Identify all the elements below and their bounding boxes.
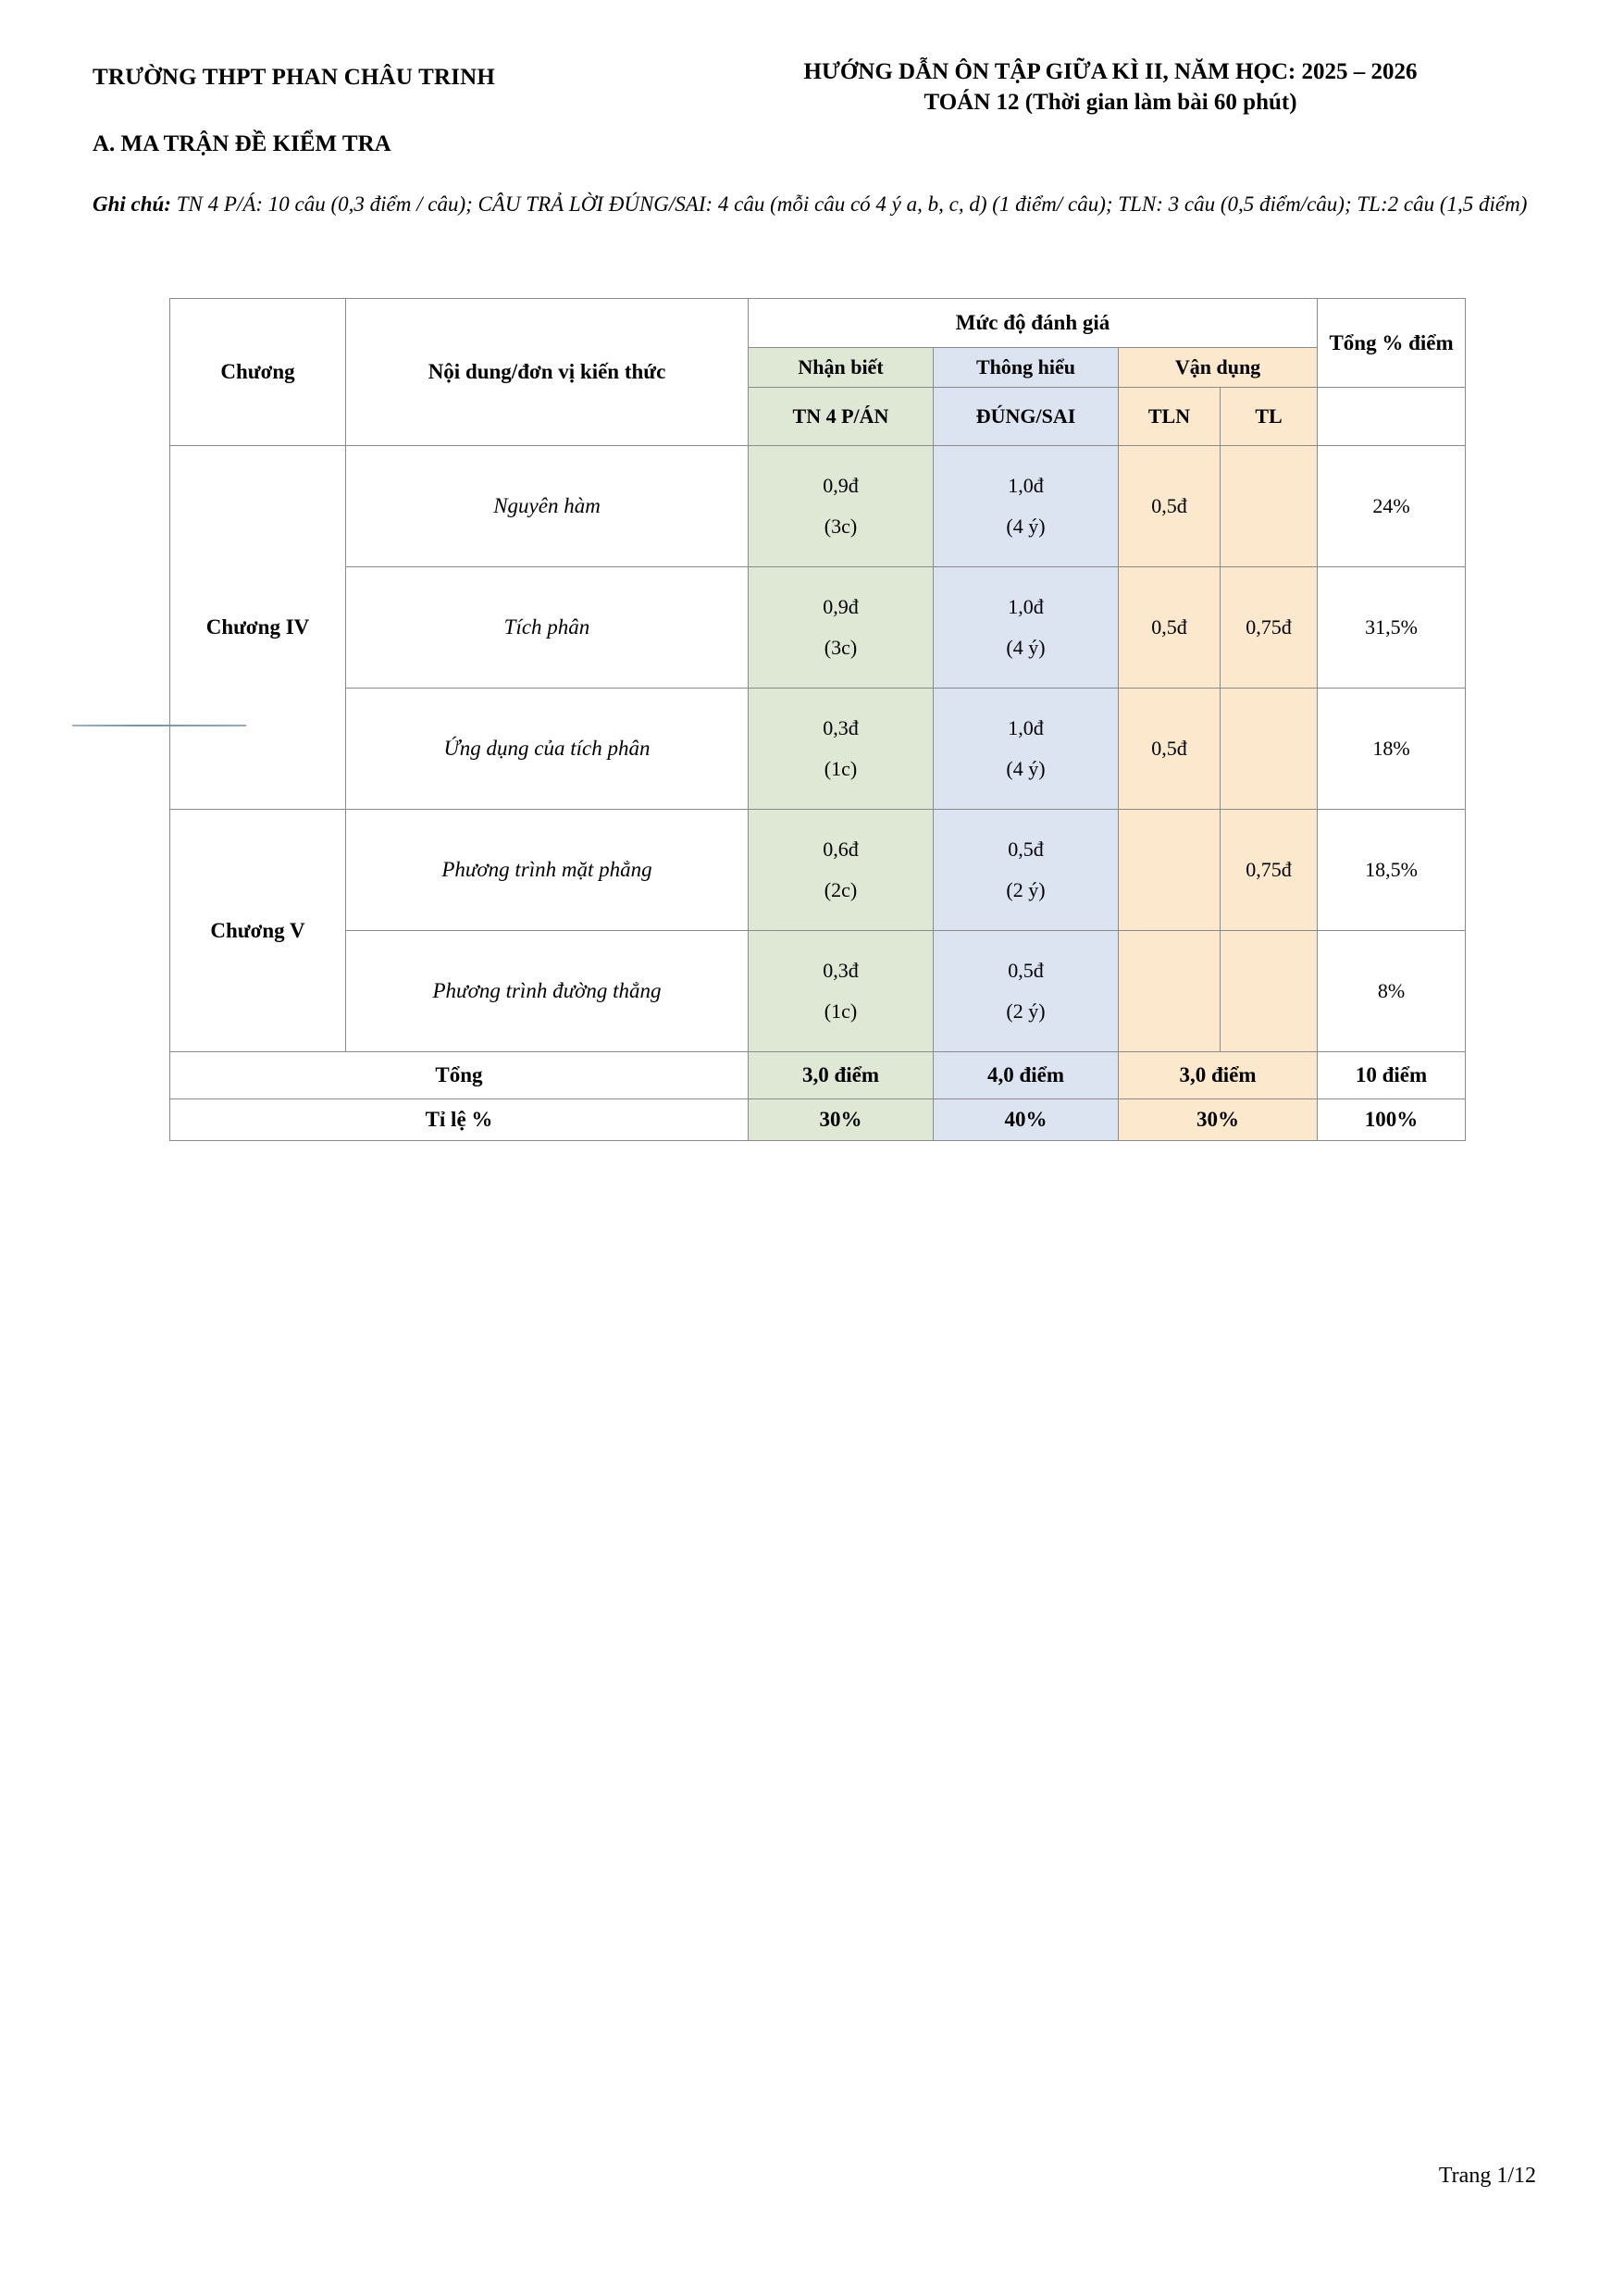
row-ds-cell bbox=[934, 931, 1119, 1052]
row-ds-score: 1,0đ bbox=[1008, 473, 1044, 497]
table-row bbox=[170, 567, 1466, 689]
row-tn-score: 0,3đ bbox=[823, 715, 859, 739]
row-tn-cell bbox=[749, 810, 934, 931]
header-tl: TL bbox=[1221, 388, 1318, 446]
row-chuong-iv: Chương IV bbox=[170, 446, 346, 810]
row-ds-cell bbox=[934, 810, 1119, 931]
header-tong-phan-tram-diem: Tổng % điểm bbox=[1318, 299, 1466, 388]
row-total-percent: 18,5% bbox=[1318, 810, 1466, 931]
document-title-line-1: HƯỚNG DẪN ÔN TẬP GIỮA KÌ II, NĂM HỌC: 2025 – 2026 bbox=[803, 59, 1418, 84]
row-ds-cell bbox=[934, 446, 1119, 567]
row-ds-cell bbox=[934, 689, 1119, 810]
row-tln-score: 0,5đ bbox=[1119, 567, 1221, 689]
header-tln: TLN bbox=[1119, 388, 1221, 446]
row-tn-count: (3c) bbox=[824, 636, 858, 659]
table-row bbox=[170, 689, 1466, 810]
row-tln-score bbox=[1119, 931, 1221, 1052]
total-ds: 4,0 điểm bbox=[934, 1052, 1119, 1099]
note-text: TN 4 P/Á: 10 câu (0,3 điểm / câu); CÂU TRẢ LỜI ĐÚNG/SAI: 4 câu (mỗi câu có 4 ý a, b, c, d) (1 điểm/ câu); TLN: 3 câu (0,5 điểm/câu); TL:2 câu (1,5 điểm) bbox=[171, 192, 1528, 216]
row-chuong-v: Chương V bbox=[170, 810, 346, 1052]
document-title-line-2: TOÁN 12 (Thời gian làm bài 60 phút) bbox=[924, 90, 1297, 116]
row-tn-cell bbox=[749, 931, 934, 1052]
document-header bbox=[0, 57, 1624, 131]
section-heading: A. MA TRẬN ĐỀ KIỂM TRA bbox=[93, 131, 391, 156]
ratio-ds: 40% bbox=[934, 1099, 1119, 1141]
exam-matrix-table bbox=[169, 298, 1466, 1141]
row-tn-count: (1c) bbox=[824, 999, 858, 1023]
total-vd: 3,0 điểm bbox=[1119, 1052, 1318, 1099]
table-ratio-row bbox=[170, 1099, 1466, 1141]
row-topic: Ứng dụng của tích phân bbox=[346, 689, 749, 810]
row-ds-score: 1,0đ bbox=[1008, 715, 1044, 739]
row-tn-score: 0,9đ bbox=[823, 473, 859, 497]
total-overall: 10 điểm bbox=[1318, 1052, 1466, 1099]
table-total-row bbox=[170, 1052, 1466, 1099]
row-total-percent: 24% bbox=[1318, 446, 1466, 567]
table-header-row-1 bbox=[170, 299, 1466, 348]
table-row bbox=[170, 810, 1466, 931]
row-ds-count: (2 ý) bbox=[1006, 999, 1046, 1023]
ratio-row-label: Tỉ lệ % bbox=[170, 1099, 749, 1141]
row-tn-count: (3c) bbox=[824, 515, 858, 538]
row-tn-cell bbox=[749, 567, 934, 689]
row-tn-score: 0,3đ bbox=[823, 958, 859, 982]
row-tn-cell bbox=[749, 446, 934, 567]
page-number-footer: Trang 1/12 bbox=[1438, 2164, 1536, 2188]
row-topic: Phương trình đường thẳng bbox=[346, 931, 749, 1052]
row-tl-score: 0,75đ bbox=[1221, 567, 1318, 689]
ratio-tn: 30% bbox=[749, 1099, 934, 1141]
header-noi-dung: Nội dung/đơn vị kiến thức bbox=[346, 299, 749, 446]
header-chuong: Chương bbox=[170, 299, 346, 446]
row-ds-count: (4 ý) bbox=[1006, 757, 1046, 780]
header-thong-hieu: Thông hiểu bbox=[934, 348, 1119, 388]
header-tong-pct-spacer bbox=[1318, 388, 1466, 446]
row-tn-score: 0,9đ bbox=[823, 594, 859, 618]
school-name: TRƯỜNG THPT PHAN CHÂU TRINH bbox=[93, 65, 496, 90]
total-row-label: Tổng bbox=[170, 1052, 749, 1099]
row-total-percent: 31,5% bbox=[1318, 567, 1466, 689]
row-tln-score: 0,5đ bbox=[1119, 446, 1221, 567]
document-title-block bbox=[703, 57, 1518, 118]
row-ds-count: (2 ý) bbox=[1006, 878, 1046, 901]
row-ds-score: 1,0đ bbox=[1008, 594, 1044, 618]
row-ds-count: (4 ý) bbox=[1006, 515, 1046, 538]
note-paragraph bbox=[93, 190, 1555, 219]
header-tn-4-phuong-an: TN 4 P/ÁN bbox=[749, 388, 934, 446]
exam-matrix-table-wrapper bbox=[169, 298, 1465, 1141]
row-total-percent: 8% bbox=[1318, 931, 1466, 1052]
table-row bbox=[170, 931, 1466, 1052]
row-tln-score: 0,5đ bbox=[1119, 689, 1221, 810]
header-dung-sai: ĐÚNG/SAI bbox=[934, 388, 1119, 446]
ratio-vd: 30% bbox=[1119, 1099, 1318, 1141]
note-label: Ghi chú: bbox=[93, 192, 171, 216]
header-nhan-biet: Nhận biết bbox=[749, 348, 934, 388]
ratio-overall: 100% bbox=[1318, 1099, 1466, 1141]
total-tn: 3,0 điểm bbox=[749, 1052, 934, 1099]
row-total-percent: 18% bbox=[1318, 689, 1466, 810]
header-van-dung: Vận dụng bbox=[1119, 348, 1318, 388]
row-tln-score bbox=[1119, 810, 1221, 931]
row-ds-score: 0,5đ bbox=[1008, 958, 1044, 982]
row-topic: Nguyên hàm bbox=[346, 446, 749, 567]
row-tn-count: (1c) bbox=[824, 757, 858, 780]
row-tn-score: 0,6đ bbox=[823, 837, 859, 861]
row-topic: Phương trình mặt phẳng bbox=[346, 810, 749, 931]
row-topic: Tích phân bbox=[346, 567, 749, 689]
row-tl-score bbox=[1221, 689, 1318, 810]
row-ds-count: (4 ý) bbox=[1006, 636, 1046, 659]
row-ds-cell bbox=[934, 567, 1119, 689]
row-tn-cell bbox=[749, 689, 934, 810]
header-muc-do-danh-gia: Mức độ đánh giá bbox=[749, 299, 1318, 348]
row-tl-score bbox=[1221, 931, 1318, 1052]
row-tn-count: (2c) bbox=[824, 878, 858, 901]
row-tl-score bbox=[1221, 446, 1318, 567]
row-ds-score: 0,5đ bbox=[1008, 837, 1044, 861]
table-row bbox=[170, 446, 1466, 567]
row-tl-score: 0,75đ bbox=[1221, 810, 1318, 931]
